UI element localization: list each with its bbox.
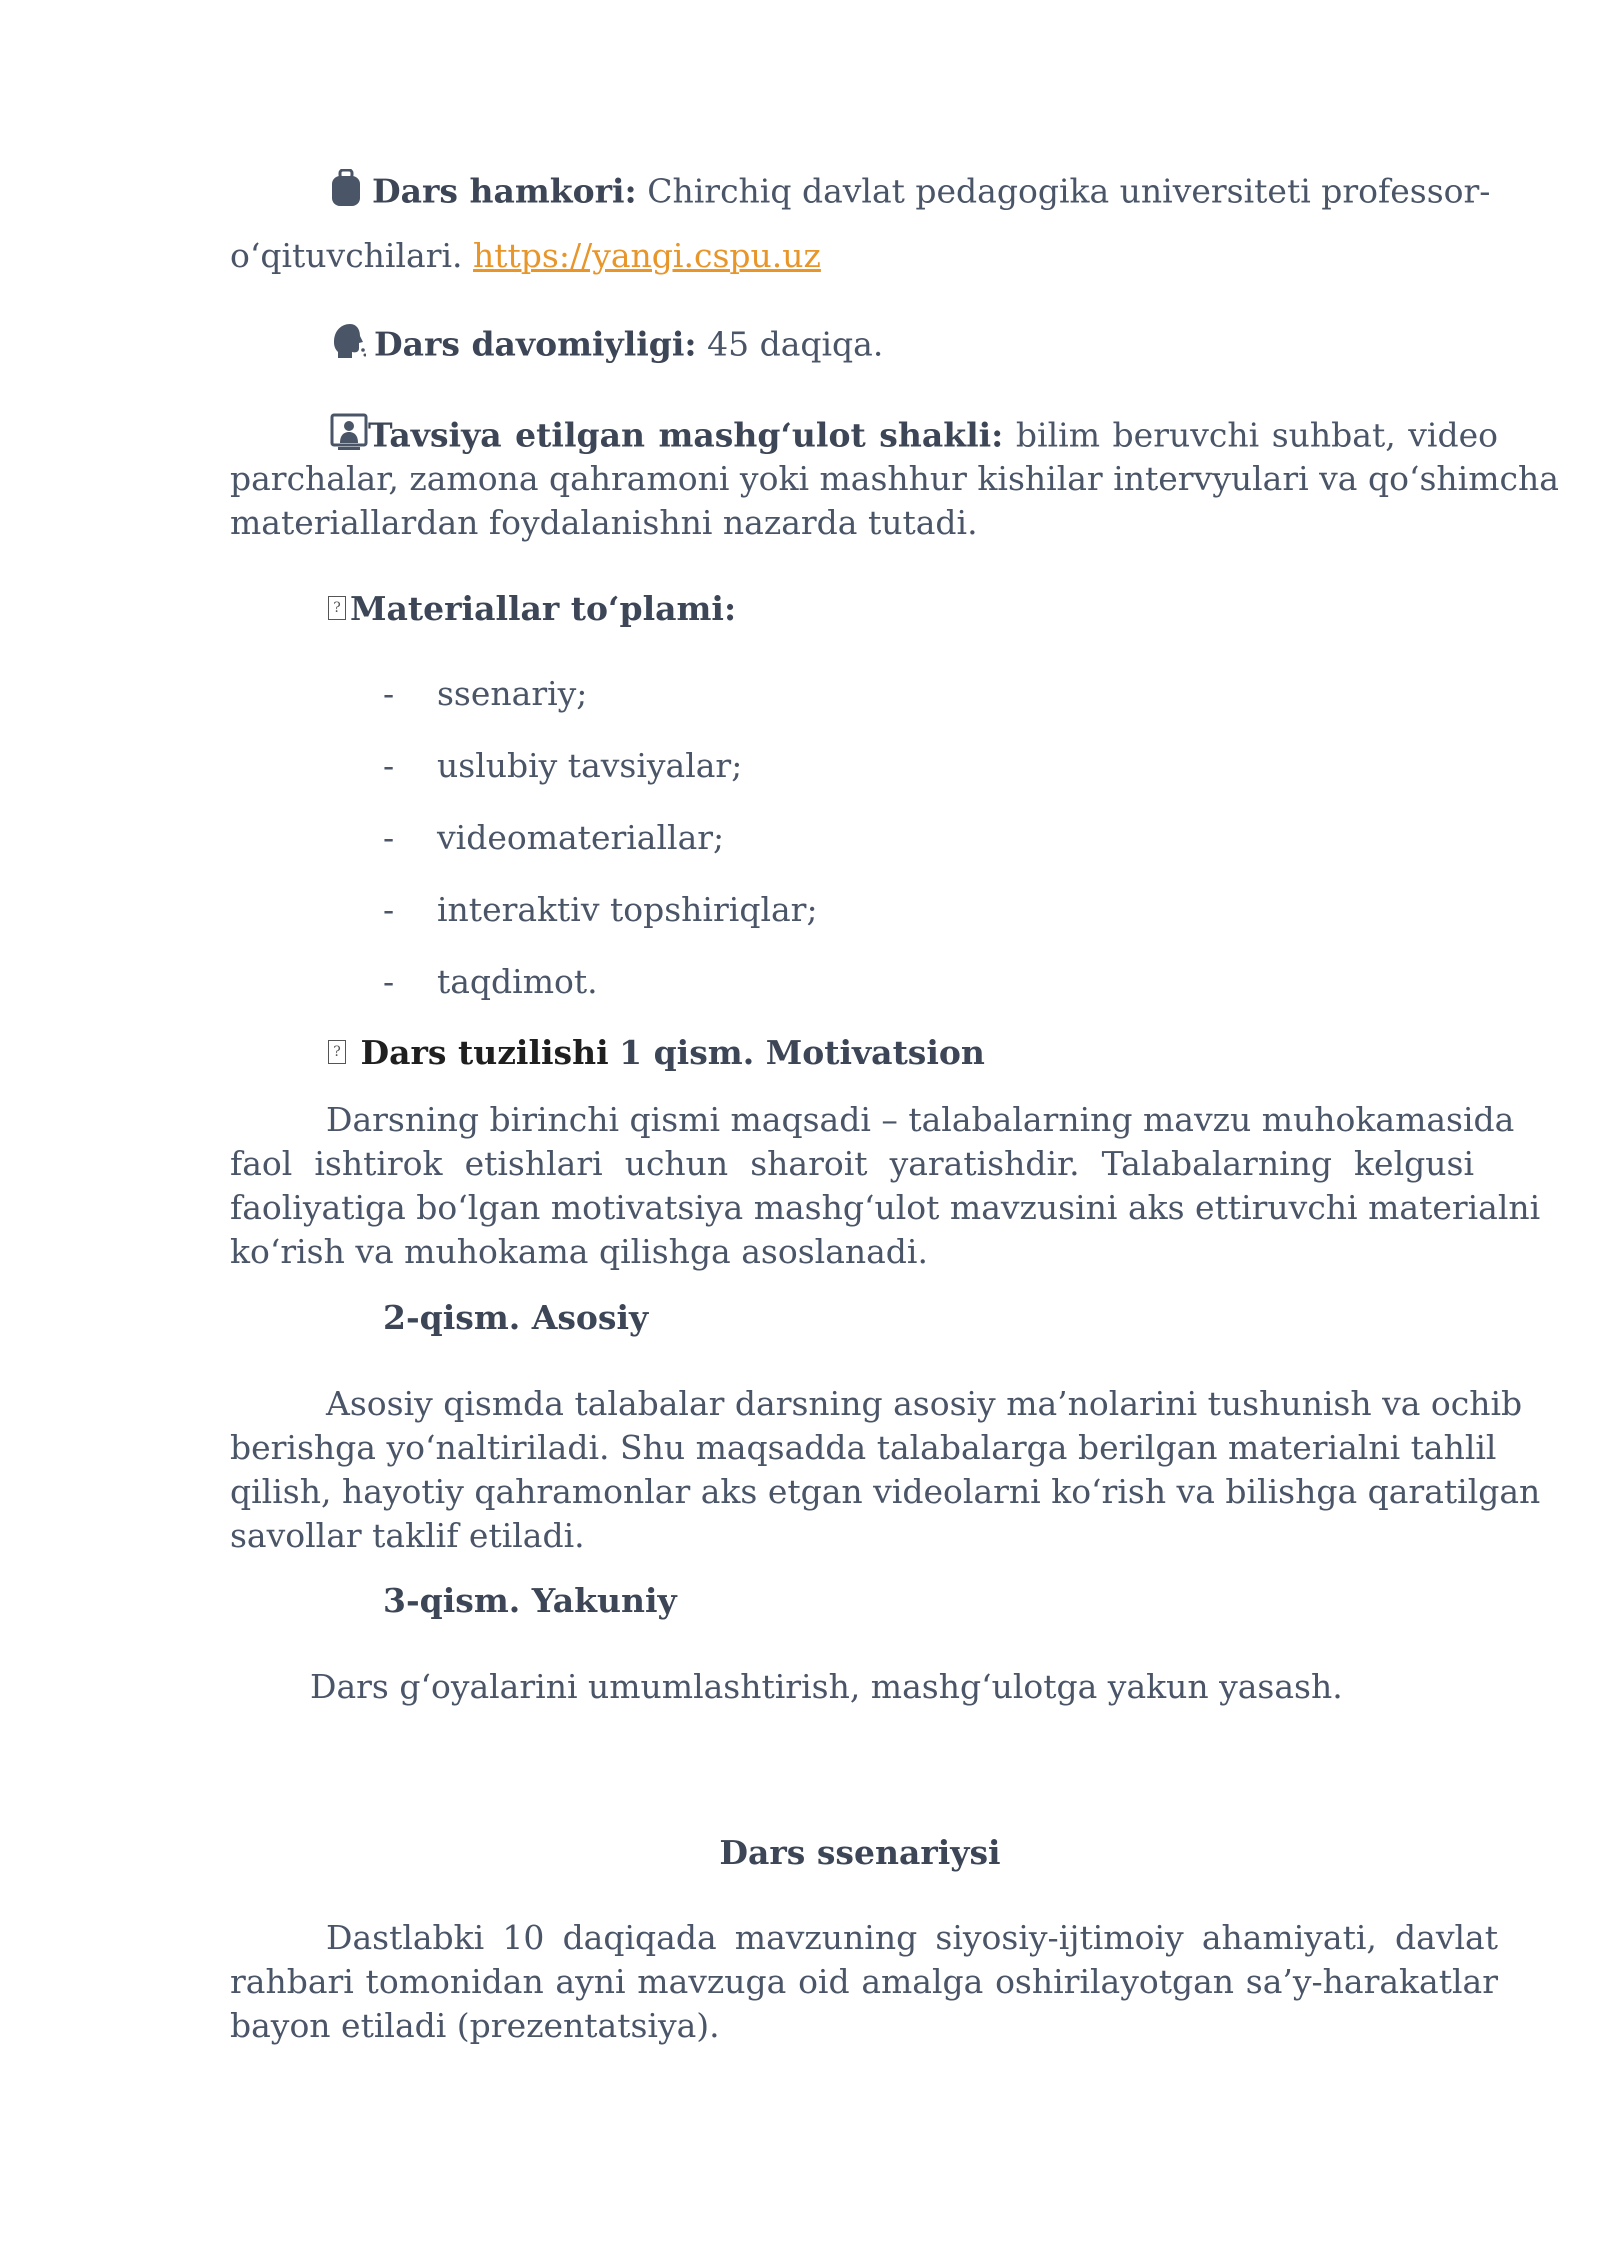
speaking-head-icon <box>330 322 366 371</box>
list-bullet: - <box>383 674 395 713</box>
format-text-3: materiallardan foydalanishni nazarda tutadi. <box>230 503 978 542</box>
duration-label: Dars davomiyligi: <box>374 324 697 364</box>
format-text-2: parchalar, zamona qahramoni yoki mashhur kishilar intervyulari va qo‘shimcha <box>230 459 1559 498</box>
duration-value: 45 daqiqa. <box>707 324 884 364</box>
structure-heading: Dars tuzilishi <box>360 1033 609 1072</box>
partner-line-2 <box>230 234 821 278</box>
paragraph-text: savollar taklif etiladi. <box>230 1516 585 1555</box>
teacher-icon <box>330 413 368 462</box>
list-bullet: - <box>383 746 395 785</box>
format-line-2 <box>230 457 1559 501</box>
list-bullet: - <box>383 890 395 929</box>
partner-link[interactable]: https://yangi.cspu.uz <box>473 236 821 275</box>
partner-text-2: o‘qituvchilari. <box>230 236 463 275</box>
scenario-title: Dars ssenariysi <box>719 1833 1001 1872</box>
list-item: ssenariy; <box>437 674 588 713</box>
list-bullet: - <box>383 962 395 1001</box>
part1-title: 1 qism. Motivatsion <box>619 1033 985 1072</box>
backpack-icon <box>330 169 362 218</box>
materials-heading: Materiallar to‘plami: <box>350 589 737 628</box>
part2-line-3 <box>230 1470 1541 1514</box>
part2-line-1 <box>326 1382 1523 1426</box>
list-item: interaktiv topshiriqlar; <box>437 890 818 929</box>
partner-text: Chirchiq davlat pedagogika universiteti professor- <box>647 171 1491 211</box>
paragraph-text: bayon etiladi (prezentatsiya). <box>230 2006 720 2045</box>
missing-glyph-icon: ? <box>328 596 346 620</box>
part1-line-4 <box>230 1230 928 1274</box>
paragraph-text: Dastlabki 10 daqiqada mavzuning siyosiy-ijtimoiy ahamiyati, davlat <box>326 1918 1498 1957</box>
materials-heading-line <box>328 587 736 631</box>
format-label: Tavsiya etilgan mashg‘ulot shakli: <box>368 415 1004 455</box>
paragraph-text: qilish, hayotiy qahramonlar aks etgan videolarni ko‘rish va bilishga qaratilgan <box>230 1472 1541 1511</box>
format-line-1 <box>330 413 1498 462</box>
paragraph-text: Darsning birinchi qismi maqsadi – talabalarning mavzu muhokamasida <box>326 1100 1515 1139</box>
part1-line-1 <box>326 1098 1515 1142</box>
part2-line-2 <box>230 1426 1497 1470</box>
format-line-3 <box>230 501 978 545</box>
scenario-line-1 <box>326 1916 1498 1960</box>
part1-line-3 <box>230 1186 1541 1230</box>
duration-line <box>330 322 883 371</box>
part1-line-2 <box>230 1142 1474 1186</box>
part3-title: 3-qism. Yakuniy <box>383 1581 677 1620</box>
partner-line <box>330 169 1491 218</box>
paragraph-text: ko‘rish va muhokama qilishga asoslanadi. <box>230 1232 928 1271</box>
part3-text: Dars g‘oyalarini umumlashtirish, mashg‘ulotga yakun yasash. <box>310 1667 1343 1706</box>
list-item: uslubiy tavsiyalar; <box>437 746 743 785</box>
paragraph-text: berishga yo‘naltiriladi. Shu maqsadda talabalarga berilgan materialni tahlil <box>230 1428 1497 1467</box>
partner-label: Dars hamkori: <box>372 171 637 211</box>
paragraph-text: faol ishtirok etishlari uchun sharoit yaratishdir. Talabalarning kelgusi <box>230 1144 1474 1183</box>
format-text-1: bilim beruvchi suhbat, video <box>1015 415 1498 455</box>
scenario-line-3 <box>230 2004 720 2048</box>
list-item: taqdimot. <box>437 962 598 1001</box>
missing-glyph-icon: ? <box>328 1040 346 1064</box>
paragraph-text: Asosiy qismda talabalar darsning asosiy ma’nolarini tushunish va ochib <box>326 1384 1523 1423</box>
list-bullet: - <box>383 818 395 857</box>
part2-line-4 <box>230 1514 585 1558</box>
paragraph-text: rahbari tomonidan ayni mavzuga oid amalga oshirilayotgan sa’y-harakatlar <box>230 1962 1498 2001</box>
list-item: videomateriallar; <box>437 818 725 857</box>
scenario-line-2 <box>230 1960 1498 2004</box>
part2-title: 2-qism. Asosiy <box>383 1298 649 1337</box>
structure-heading-line <box>328 1031 985 1075</box>
paragraph-text: faoliyatiga bo‘lgan motivatsiya mashg‘ulot mavzusini aks ettiruvchi materialni <box>230 1188 1541 1227</box>
